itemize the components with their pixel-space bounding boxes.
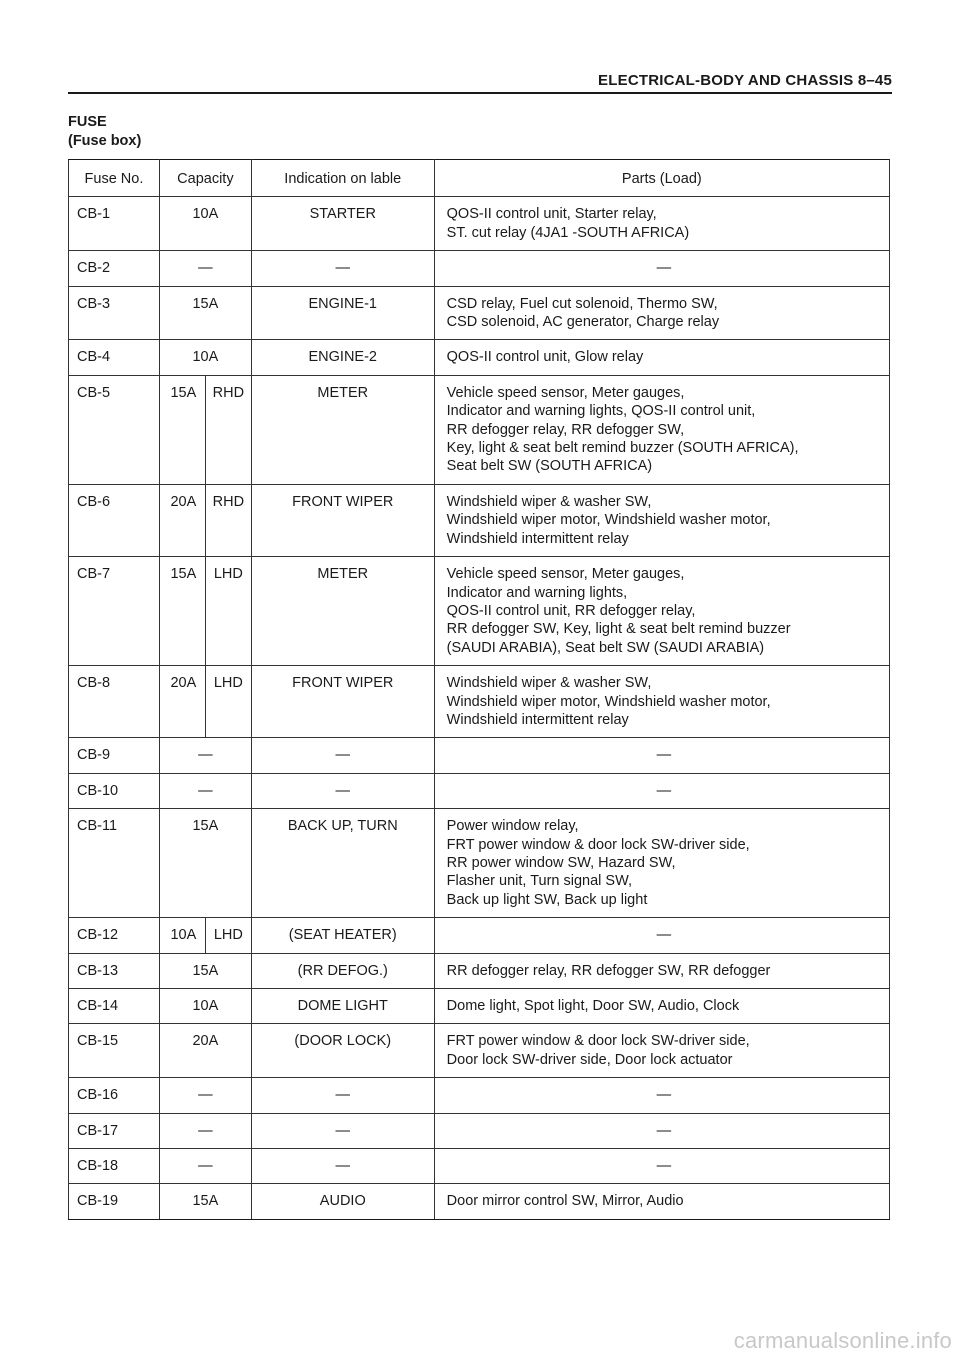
capacity-cell: — — [159, 773, 251, 808]
table-row — [69, 557, 890, 666]
indication-cell: BACK UP, TURN — [251, 809, 434, 918]
indication-cell: AUDIO — [251, 1184, 434, 1219]
section-subtitle: (Fuse box) — [68, 133, 142, 149]
parts-cell: Windshield wiper & washer SW, Windshield wiper motor, Windshield washer motor, Windshield intermittent relay — [434, 484, 889, 556]
parts-cell: — — [434, 1113, 889, 1148]
capacity-cell: — — [159, 1078, 251, 1113]
fuse-no-cell: CB-4 — [69, 340, 160, 375]
parts-cell: Vehicle speed sensor, Meter gauges, Indicator and warning lights, QOS-II control unit, RR defogger relay, RR defogger SW, Key, light & seat belt remind buzzer (SAUDI ARABIA), Seat belt SW (SAUDI ARABIA) — [434, 557, 889, 666]
header-rule — [68, 92, 892, 94]
parts-cell: — — [434, 773, 889, 808]
fuse-no-cell: CB-5 — [69, 375, 160, 484]
parts-cell: FRT power window & door lock SW-driver side, Door lock SW-driver side, Door lock actuator — [434, 1024, 889, 1078]
drive-side-cell: LHD — [205, 666, 251, 738]
indication-cell: (DOOR LOCK) — [251, 1024, 434, 1078]
fuse-no-cell: CB-12 — [69, 918, 160, 953]
table-row — [69, 286, 890, 340]
table-row — [69, 809, 890, 918]
table-row — [69, 738, 890, 773]
indication-cell: METER — [251, 557, 434, 666]
fuse-no-cell: CB-8 — [69, 666, 160, 738]
parts-cell: — — [434, 1149, 889, 1184]
fuse-no-cell: CB-9 — [69, 738, 160, 773]
indication-cell: FRONT WIPER — [251, 484, 434, 556]
fuse-no-cell: CB-14 — [69, 989, 160, 1024]
page-header-title: ELECTRICAL-BODY AND CHASSIS 8–45 — [598, 72, 892, 89]
indication-cell: — — [251, 738, 434, 773]
capacity-cell: 15A — [159, 809, 251, 918]
table-header-row — [69, 160, 890, 197]
parts-cell: Windshield wiper & washer SW, Windshield wiper motor, Windshield washer motor, Windshield intermittent relay — [434, 666, 889, 738]
table-row — [69, 1184, 890, 1219]
column-header-fuse-no: Fuse No. — [69, 160, 160, 197]
indication-cell: STARTER — [251, 197, 434, 251]
capacity-cell: 15A — [159, 557, 205, 666]
column-header-parts: Parts (Load) — [434, 160, 889, 197]
capacity-cell: 10A — [159, 197, 251, 251]
indication-cell: (RR DEFOG.) — [251, 953, 434, 988]
drive-side-cell: RHD — [205, 484, 251, 556]
table-row — [69, 989, 890, 1024]
table-row — [69, 953, 890, 988]
capacity-cell: 15A — [159, 1184, 251, 1219]
indication-cell: — — [251, 1113, 434, 1148]
indication-cell: FRONT WIPER — [251, 666, 434, 738]
parts-cell: — — [434, 918, 889, 953]
fuse-no-cell: CB-7 — [69, 557, 160, 666]
watermark-text: carmanualsonline.info — [733, 1328, 952, 1353]
fuse-no-cell: CB-6 — [69, 484, 160, 556]
section-title: FUSE — [68, 114, 107, 130]
fuse-no-cell: CB-10 — [69, 773, 160, 808]
parts-cell: CSD relay, Fuel cut solenoid, Thermo SW, CSD solenoid, AC generator, Charge relay — [434, 286, 889, 340]
capacity-cell: — — [159, 738, 251, 773]
indication-cell: METER — [251, 375, 434, 484]
column-header-capacity: Capacity — [159, 160, 251, 197]
table-row — [69, 773, 890, 808]
capacity-cell: — — [159, 251, 251, 286]
parts-cell: QOS-II control unit, Glow relay — [434, 340, 889, 375]
table-row — [69, 375, 890, 484]
fuse-no-cell: CB-1 — [69, 197, 160, 251]
drive-side-cell: LHD — [205, 918, 251, 953]
fuse-table — [68, 159, 890, 1220]
capacity-cell: — — [159, 1149, 251, 1184]
indication-cell: ENGINE-2 — [251, 340, 434, 375]
capacity-cell: 20A — [159, 1024, 251, 1078]
capacity-cell: 10A — [159, 918, 205, 953]
parts-cell: Door mirror control SW, Mirror, Audio — [434, 1184, 889, 1219]
table-row — [69, 918, 890, 953]
table-body — [69, 197, 890, 1219]
section-heading — [68, 113, 141, 151]
fuse-no-cell: CB-18 — [69, 1149, 160, 1184]
parts-cell: — — [434, 1078, 889, 1113]
indication-cell: DOME LIGHT — [251, 989, 434, 1024]
fuse-no-cell: CB-19 — [69, 1184, 160, 1219]
capacity-cell: 10A — [159, 989, 251, 1024]
indication-cell: — — [251, 1149, 434, 1184]
fuse-no-cell: CB-11 — [69, 809, 160, 918]
table-row — [69, 197, 890, 251]
fuse-no-cell: CB-3 — [69, 286, 160, 340]
capacity-cell: 15A — [159, 375, 205, 484]
capacity-cell: 20A — [159, 666, 205, 738]
parts-cell: Vehicle speed sensor, Meter gauges, Indicator and warning lights, QOS-II control unit, RR defogger relay, RR defogger SW, Key, light & seat belt remind buzzer (SOUTH AFRICA), Seat belt SW (SOUTH AFRICA) — [434, 375, 889, 484]
indication-cell: (SEAT HEATER) — [251, 918, 434, 953]
indication-cell: ENGINE-1 — [251, 286, 434, 340]
table-row — [69, 1024, 890, 1078]
parts-cell: Power window relay, FRT power window & door lock SW-driver side, RR power window SW, Hazard SW, Flasher unit, Turn signal SW, Back up light SW, Back up light — [434, 809, 889, 918]
capacity-cell: 15A — [159, 286, 251, 340]
parts-cell: Dome light, Spot light, Door SW, Audio, Clock — [434, 989, 889, 1024]
indication-cell: — — [251, 773, 434, 808]
fuse-no-cell: CB-15 — [69, 1024, 160, 1078]
table-row — [69, 251, 890, 286]
table-row — [69, 666, 890, 738]
table-row — [69, 1078, 890, 1113]
capacity-cell: 15A — [159, 953, 251, 988]
capacity-cell: 10A — [159, 340, 251, 375]
drive-side-cell: RHD — [205, 375, 251, 484]
table-row — [69, 1113, 890, 1148]
table-row — [69, 340, 890, 375]
fuse-no-cell: CB-13 — [69, 953, 160, 988]
table-row — [69, 1149, 890, 1184]
parts-cell: QOS-II control unit, Starter relay, ST. cut relay (4JA1 -SOUTH AFRICA) — [434, 197, 889, 251]
fuse-no-cell: CB-16 — [69, 1078, 160, 1113]
parts-cell: — — [434, 251, 889, 286]
capacity-cell: — — [159, 1113, 251, 1148]
fuse-no-cell: CB-2 — [69, 251, 160, 286]
capacity-cell: 20A — [159, 484, 205, 556]
parts-cell: — — [434, 738, 889, 773]
indication-cell: — — [251, 251, 434, 286]
table-row — [69, 484, 890, 556]
drive-side-cell: LHD — [205, 557, 251, 666]
parts-cell: RR defogger relay, RR defogger SW, RR defogger — [434, 953, 889, 988]
column-header-indication: Indication on lable — [251, 160, 434, 197]
indication-cell: — — [251, 1078, 434, 1113]
fuse-no-cell: CB-17 — [69, 1113, 160, 1148]
